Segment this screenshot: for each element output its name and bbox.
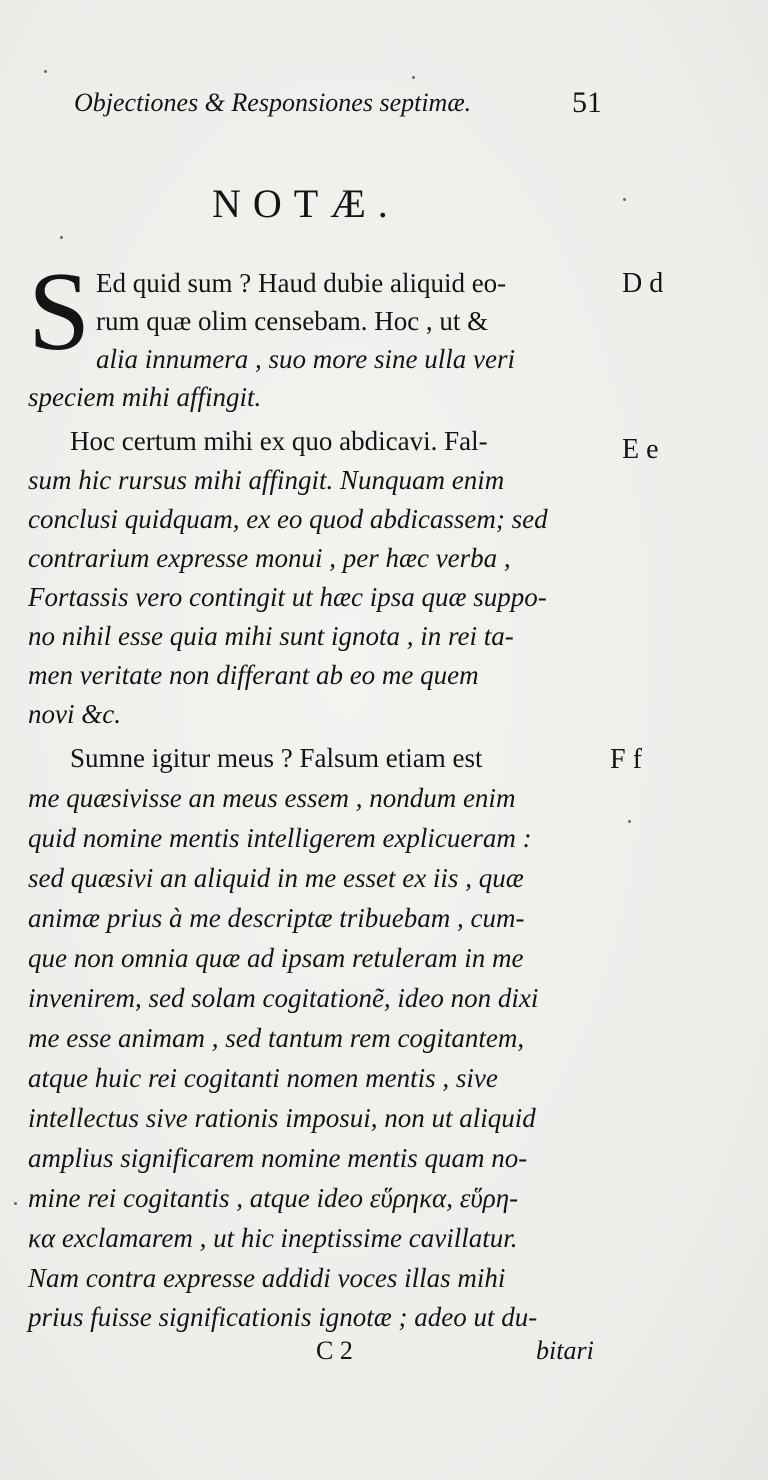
text-line: novi &c. — [28, 699, 121, 729]
marginal-mark: D d — [622, 268, 664, 299]
page-number: 51 — [572, 86, 602, 119]
text-line: rum quæ olim censebam. Hoc , ut & — [96, 306, 489, 336]
catchword: bitari — [536, 1336, 594, 1365]
marginal-mark: F f — [610, 744, 642, 775]
text-line: men veritate non differant ab eo me quem — [28, 660, 479, 690]
text-line: conclusi quidquam, ex eo quod abdicassem; sed — [28, 504, 548, 534]
text-line: κα exclamarem , ut hic ineptissime cavillatur. — [28, 1223, 518, 1253]
text-line: Nam contra expresse addidi voces illas mihi — [28, 1263, 506, 1293]
text-line: me esse animam , sed tantum rem cogitantem, — [28, 1023, 525, 1053]
text-line: sed quæsivi an aliquid in me esset ex iis , quæ — [28, 863, 524, 893]
marginal-mark: E e — [622, 434, 659, 465]
text-line: prius fuisse significationis ignotæ ; adeo ut du- — [28, 1302, 538, 1332]
paper-speck — [44, 70, 47, 73]
text-line: speciem mihi affingit. — [28, 382, 262, 412]
text-line: quid nomine mentis intelligerem explicueram : — [28, 823, 532, 853]
text-line: atque huic rei cogitanti nomen mentis , sive — [28, 1063, 498, 1093]
text-line: no nihil esse quia mihi sunt ignota , in rei ta- — [28, 621, 514, 651]
section-title: NOTÆ. — [212, 181, 400, 226]
text-line: que non omnia quæ ad ipsam retuleram in me — [28, 943, 524, 973]
text-line: alia innumera , suo more sine ulla veri — [96, 344, 515, 374]
paper-speck — [628, 820, 631, 823]
text-line: Ed quid sum ? Haud dubie aliquid eo- — [96, 268, 507, 298]
text-line: amplius significarem nomine mentis quam no- — [28, 1143, 528, 1173]
text-line: sum hic rursus mihi affingit. Nunquam enim — [28, 465, 505, 495]
text-line: Hoc certum mihi ex quo abdicavi. Fal- — [70, 426, 488, 456]
text-line: intellectus sive rationis imposui, non ut aliquid — [28, 1103, 536, 1133]
signature-mark: C 2 — [316, 1336, 353, 1365]
text-line: Sumne igitur meus ? Falsum etiam est — [70, 743, 483, 773]
text-line: animæ prius à me descriptæ tribuebam , cum- — [28, 903, 525, 933]
running-head: Objectiones & Responsiones septimæ. — [74, 88, 472, 117]
paper-speck — [412, 76, 415, 79]
paper-speck — [14, 1202, 17, 1205]
drop-cap: S — [28, 250, 91, 374]
text-line: Fortassis vero contingit ut hæc ipsa quæ suppo- — [28, 582, 547, 612]
paper-speck — [623, 198, 626, 201]
text-line: invenirem, sed solam cogitationẽ, ideo non dixi — [28, 983, 539, 1013]
text-line: contrarium expresse monui , per hæc verba , — [28, 543, 511, 573]
paper-speck — [60, 236, 63, 239]
text-line: mine rei cogitantis , atque ideo εὕρηκα, εὕρη- — [28, 1183, 519, 1213]
text-line: me quæsivisse an meus essem , nondum enim — [28, 783, 516, 813]
